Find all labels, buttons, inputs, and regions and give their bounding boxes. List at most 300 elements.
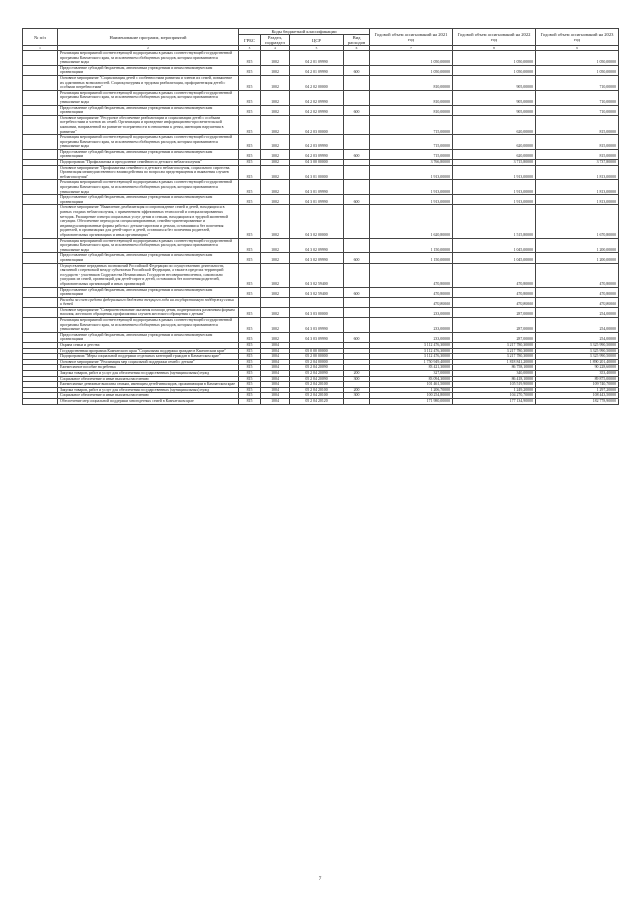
section-cell: 1002 (261, 263, 290, 287)
grbs-cell: 815 (239, 359, 261, 365)
csr-cell: 04 2 02 00000 (290, 75, 344, 90)
table-row (23, 165, 619, 180)
section-cell: 1002 (261, 307, 290, 317)
grbs-cell: 815 (239, 165, 261, 180)
section-cell: 1004 (261, 343, 290, 349)
grbs-cell: 815 (239, 205, 261, 238)
section-cell: 1004 (261, 387, 290, 393)
grbs-cell: 815 (239, 348, 261, 354)
section-cell: 1002 (261, 180, 290, 195)
name-cell: Охрана семьи и детства (58, 343, 239, 349)
table-row (23, 287, 619, 297)
amount-2021-cell: 715,00000 (370, 135, 453, 150)
csr-cell (290, 297, 344, 307)
table-row (23, 382, 619, 388)
grbs-cell: 815 (239, 135, 261, 150)
name-cell: Предоставление субсидий бюджетным, автономным учреждениям и иным некоммерческим организациям (58, 253, 239, 263)
table-row (23, 115, 619, 134)
table-row (23, 359, 619, 365)
amount-2022-cell: 1 913,00000 (453, 165, 536, 180)
name-cell: Основное мероприятие "Социализация детей с особенностями развития и членов их семей, повышение их адаптивных возможностей. Социокультурная и трудовая реабилитация, профориентация детей с особыми потребностями" (58, 75, 239, 90)
csr-cell: 04 2 03 09990 (290, 135, 344, 150)
grbs-cell: 815 (239, 387, 261, 393)
vr-cell: 300 (344, 393, 370, 399)
amount-2022-cell: 620,00000 (453, 115, 536, 134)
amount-2021-cell: 1 050,00000 (370, 65, 453, 75)
name-cell: Предоставление субсидий бюджетным, автономным учреждениям и иным некоммерческим организациям (58, 149, 239, 159)
amount-2023-cell: 1 297,20000 (536, 387, 619, 393)
budget-table (22, 28, 619, 405)
section-cell: 1002 (261, 65, 290, 75)
vr-cell (344, 263, 370, 287)
csr-cell: 04 2 03 09990 (290, 149, 344, 159)
num-cell (23, 65, 58, 75)
amount-2023-cell: 815,00000 (536, 149, 619, 159)
table-row (23, 365, 619, 371)
vr-cell (344, 51, 370, 66)
amount-2023-cell: 1 813,00000 (536, 195, 619, 205)
amount-2022-cell: 3 217 780,30000 (453, 348, 536, 354)
name-cell: Расходы за счет средств федерального бюджета текущего года на государственную поддержку семьи и детей (58, 297, 239, 307)
section-cell: 1002 (261, 318, 290, 333)
amount-2022-cell: 620,00000 (453, 135, 536, 150)
grbs-cell: 815 (239, 180, 261, 195)
vr-cell (344, 90, 370, 105)
header-row-top (23, 29, 619, 35)
grbs-cell: 815 (239, 318, 261, 333)
section-cell: 1004 (261, 365, 290, 371)
csr-cell: 05 0 00 00000 (290, 348, 344, 354)
csr-cell: 04 3 01 09990 (290, 195, 344, 205)
table-row (23, 149, 619, 159)
amount-2023-cell: 3 325 990,50000 (536, 354, 619, 360)
amount-2022-cell: 3 217 780,30000 (453, 343, 536, 349)
grbs-cell: 815 (239, 195, 261, 205)
table-row (23, 105, 619, 115)
grbs-cell: 815 (239, 75, 261, 90)
vr-cell: 600 (344, 253, 370, 263)
vr-cell: 600 (344, 65, 370, 75)
amount-2023-cell: 470,80000 (536, 297, 619, 307)
vr-cell (344, 180, 370, 195)
vr-cell (344, 297, 370, 307)
name-cell: Подпрограмма "Профилактика и преодоление семейного и детского неблагополучия" (58, 160, 239, 166)
section-cell: 1002 (261, 238, 290, 253)
header-grbs: ГРБС (239, 35, 261, 46)
amount-2021-cell: 810,00000 (370, 90, 453, 105)
amount-2021-cell: 1 620,80000 (370, 205, 453, 238)
csr-cell: 05 2 04 20100 (290, 393, 344, 399)
grbs-cell: 815 (239, 287, 261, 297)
name-cell: Предоставление субсидий бюджетным, автономным учреждениям и иным некоммерческим организациям (58, 105, 239, 115)
grbs-cell: 815 (239, 398, 261, 404)
name-cell: Закупка товаров, работ и услуг для обеспечения государственных (муниципальных) нужд (58, 387, 239, 393)
amount-2022-cell: 1 045,00000 (453, 253, 536, 263)
table-row (23, 253, 619, 263)
amount-2021-cell: 1 206,70000 (370, 387, 453, 393)
amount-2022-cell: 620,00000 (453, 149, 536, 159)
amount-2021-cell: 470,80000 (370, 263, 453, 287)
name-cell: Предоставление субсидий бюджетным, автономным учреждениям и иным некоммерческим организациям (58, 65, 239, 75)
vr-cell: 600 (344, 195, 370, 205)
grbs-cell: 815 (239, 51, 261, 66)
col-number: 2 (58, 46, 239, 51)
header-2022: Годовой объем ассигнований на 2022 год (453, 29, 536, 46)
section-cell: 1004 (261, 382, 290, 388)
amount-2022-cell: 1 818 841,20000 (453, 359, 536, 365)
grbs-cell: 815 (239, 238, 261, 253)
amount-2021-cell: 1 150,00000 (370, 253, 453, 263)
csr-cell: 05 2 04 00000 (290, 359, 344, 365)
num-cell (23, 105, 58, 115)
amount-2022-cell: 3 217 780,30000 (453, 354, 536, 360)
header-2021: Годовой объем ассигнований на 2021 год (370, 29, 453, 46)
csr-cell: 04 2 01 09990 (290, 51, 344, 66)
amount-2022-cell: 1 515,80000 (453, 205, 536, 238)
table-row (23, 348, 619, 354)
grbs-cell: 815 (239, 105, 261, 115)
section-cell: 1004 (261, 398, 290, 404)
section-cell: 1002 (261, 115, 290, 134)
name-cell: Социальное обеспечение и иные выплаты населению (58, 393, 239, 399)
amount-2023-cell: 1 200,00000 (536, 253, 619, 263)
num-cell (23, 318, 58, 333)
section-cell: 1002 (261, 160, 290, 166)
csr-cell: 04 3 02 59400 (290, 287, 344, 297)
table-row (23, 205, 619, 238)
amount-2021-cell: 810,00000 (370, 75, 453, 90)
csr-cell: 05 2 04 20090 (290, 376, 344, 382)
amount-2021-cell: 83 094,30000 (370, 376, 453, 382)
table-body (23, 51, 619, 405)
csr-cell: 04 3 03 00000 (290, 307, 344, 317)
amount-2022-cell: 1 050,00000 (453, 51, 536, 66)
amount-2021-cell: 470,80000 (370, 287, 453, 297)
table-row (23, 51, 619, 66)
section-cell: 1002 (261, 287, 290, 297)
vr-cell: 200 (344, 371, 370, 377)
amount-2022-cell: 105 519,90000 (453, 382, 536, 388)
csr-cell: 05 2 04 20100 (290, 382, 344, 388)
csr-cell: 04 3 02 09990 (290, 253, 344, 263)
num-cell (23, 149, 58, 159)
amount-2023-cell: 254,00000 (536, 318, 619, 333)
csr-cell: 05 2 00 00000 (290, 354, 344, 360)
vr-cell (344, 205, 370, 238)
amount-2021-cell: 3 112 476,30000 (370, 343, 453, 349)
csr-cell: 04 3 00 00000 (290, 160, 344, 166)
csr-cell: 04 2 02 09990 (290, 105, 344, 115)
amount-2022-cell: 177 134,90000 (453, 398, 536, 404)
name-cell: Обеспечение мер социальной поддержки многодетных семей в Камчатском крае (58, 398, 239, 404)
name-cell: Основное мероприятие "Профилактика семейного и детского неблагополучия, социального сиротства. Организация межведомственного взаимодействия по вопросам предотвращения и выявления случаев неблагополучия" (58, 165, 239, 180)
table-row (23, 135, 619, 150)
header-section: Раздел, подраздел (261, 35, 290, 46)
amount-2021-cell: 470,80000 (370, 297, 453, 307)
num-cell (23, 205, 58, 238)
header-csr: ЦСР (290, 35, 344, 46)
section-cell: 1002 (261, 165, 290, 180)
amount-2022-cell: 1 913,00000 (453, 195, 536, 205)
amount-2021-cell: 233,00000 (370, 318, 453, 333)
section-cell: 1002 (261, 51, 290, 66)
num-cell (23, 195, 58, 205)
table-row (23, 160, 619, 166)
name-cell: Реализация мероприятий соответствующей подпрограммы в рамках соответствующей государственной программы Камчатского края, за исключением обобщенных расходов, которым присваиваются уникальные коды (58, 318, 239, 333)
table-row (23, 90, 619, 105)
section-cell: 1002 (261, 195, 290, 205)
amount-2022-cell: 3 715,80000 (453, 160, 536, 166)
amount-2023-cell: 254,00000 (536, 307, 619, 317)
section-cell: 1002 (261, 105, 290, 115)
amount-2023-cell: 1 890 201,40000 (536, 359, 619, 365)
name-cell: Реализация мероприятий соответствующей подпрограммы в рамках соответствующей государственной программы Камчатского края, за исключением обобщенных расходов, которым присваиваются уникальные коды (58, 135, 239, 150)
name-cell: Основное мероприятие "Ресурсное обеспечение реабилитации и социализации детей с особыми потребностями и членов их семей. Организация и проведение информационно-просветительской кампании, направленной на развитие толерантности в отношении к детям, имеющим нарушения в развитии" (58, 115, 239, 134)
amount-2021-cell: 3 112 476,30000 (370, 348, 453, 354)
table-row (23, 263, 619, 287)
amount-2021-cell: 810,00000 (370, 105, 453, 115)
amount-2022-cell: 104 270,70000 (453, 393, 536, 399)
csr-cell: 04 3 03 09990 (290, 318, 344, 333)
col-number: 3 (239, 46, 261, 51)
table-row (23, 195, 619, 205)
amount-2022-cell: 905,00000 (453, 105, 536, 115)
section-cell: 1002 (261, 253, 290, 263)
amount-2021-cell: 715,00000 (370, 115, 453, 134)
header-2023: Годовой объем ассигнований на 2023 год (536, 29, 619, 46)
num-cell (23, 398, 58, 404)
grbs-cell: 815 (239, 115, 261, 134)
amount-2023-cell: 1 200,00000 (536, 238, 619, 253)
vr-cell: 600 (344, 105, 370, 115)
vr-cell (344, 398, 370, 404)
col-number: 8 (453, 46, 536, 51)
table-row (23, 297, 619, 307)
table-row (23, 75, 619, 90)
section-cell: 1002 (261, 205, 290, 238)
amount-2023-cell: 89 875,00000 (536, 376, 619, 382)
amount-2022-cell: 470,80000 (453, 263, 536, 287)
table-row (23, 376, 619, 382)
vr-cell (344, 318, 370, 333)
name-cell: Государственная программа Камчатского края "Социальная поддержка граждан в Камчатском крае" (58, 348, 239, 354)
amount-2023-cell: 108 443,50000 (536, 393, 619, 399)
amount-2023-cell: 815,00000 (536, 115, 619, 134)
col-number: 7 (370, 46, 453, 51)
csr-cell: 04 3 02 00000 (290, 205, 344, 238)
name-cell: Основное мероприятие "Реализация мер социальной поддержки семей с детьми" (58, 359, 239, 365)
table-row (23, 332, 619, 342)
amount-2023-cell: 1 813,00000 (536, 180, 619, 195)
name-cell: Основное мероприятие "Совершенствование оказания помощи детям, подвергшимся различным формам насилия, жестокого обращения, профилактика случаев жестокого обращения с детьми" (58, 307, 239, 317)
num-cell (23, 180, 58, 195)
table-row (23, 318, 619, 333)
amount-2022-cell: 340,00000 (453, 371, 536, 377)
csr-cell: 04 2 02 09990 (290, 90, 344, 105)
table-row (23, 65, 619, 75)
amount-2022-cell: 1 913,00000 (453, 180, 536, 195)
grbs-cell: 815 (239, 263, 261, 287)
amount-2023-cell: 90 228,60000 (536, 365, 619, 371)
amount-2022-cell: 287,00000 (453, 332, 536, 342)
csr-cell: 04 3 01 00000 (290, 165, 344, 180)
csr-cell: 04 2 01 09990 (290, 65, 344, 75)
col-number: 4 (261, 46, 290, 51)
vr-cell (344, 238, 370, 253)
col-number: 6 (344, 46, 370, 51)
grbs-cell: 815 (239, 371, 261, 377)
section-cell: 1004 (261, 359, 290, 365)
name-cell: Ежемесячное пособие на ребенка (58, 365, 239, 371)
amount-2023-cell: 254,00000 (536, 332, 619, 342)
name-cell: Предоставление субсидий бюджетным, автономным учреждениям и иным некоммерческим организациям (58, 195, 239, 205)
table-row (23, 387, 619, 393)
amount-2021-cell: 83 421,30000 (370, 365, 453, 371)
csr-cell: 04 3 01 09990 (290, 180, 344, 195)
section-cell: 1004 (261, 371, 290, 377)
vr-cell: 300 (344, 376, 370, 382)
num-cell (23, 287, 58, 297)
amount-2023-cell: 815,00000 (536, 135, 619, 150)
header-name: Наименование программ, мероприятий (58, 29, 239, 46)
amount-2023-cell: 109 740,70000 (536, 382, 619, 388)
amount-2021-cell: 715,00000 (370, 149, 453, 159)
header-num: № п/п (23, 29, 58, 46)
amount-2021-cell: 1 913,00000 (370, 165, 453, 180)
csr-cell: 05 2 04 20090 (290, 371, 344, 377)
amount-2021-cell: 3 766,80000 (370, 160, 453, 166)
num-cell (23, 297, 58, 307)
amount-2021-cell: 233,00000 (370, 307, 453, 317)
amount-2023-cell: 470,80000 (536, 263, 619, 287)
amount-2022-cell: 470,80000 (453, 287, 536, 297)
section-cell: 1004 (261, 354, 290, 360)
vr-cell (344, 75, 370, 90)
amount-2022-cell: 905,00000 (453, 75, 536, 90)
table-row (23, 393, 619, 399)
section-cell: 1002 (261, 90, 290, 105)
amount-2021-cell: 171 980,00000 (370, 398, 453, 404)
table-row (23, 354, 619, 360)
grbs-cell: 815 (239, 393, 261, 399)
amount-2023-cell: 1 670,80000 (536, 205, 619, 238)
num-cell (23, 307, 58, 317)
name-cell: Реализация мероприятий соответствующей подпрограммы в рамках соответствующей государственной программы Камчатского края, за исключением обобщенных расходов, которым присваиваются уникальные коды (58, 90, 239, 105)
vr-cell: 600 (344, 287, 370, 297)
amount-2022-cell: 905,00000 (453, 90, 536, 105)
vr-cell (344, 135, 370, 150)
page-number: 7 (318, 876, 322, 882)
section-cell: 1004 (261, 393, 290, 399)
grbs-cell: 815 (239, 253, 261, 263)
grbs-cell: 815 (239, 65, 261, 75)
num-cell (23, 332, 58, 342)
grbs-cell: 815 (239, 307, 261, 317)
amount-2022-cell: 287,00000 (453, 307, 536, 317)
vr-cell (344, 165, 370, 180)
amount-2022-cell: 470,80000 (453, 297, 536, 307)
table-row (23, 180, 619, 195)
num-cell (23, 115, 58, 134)
name-cell: Реализация мероприятий соответствующей подпрограммы в рамках соответствующей государственной программы Камчатского края, за исключением обобщенных расходов, которым присваиваются уникальные коды (58, 180, 239, 195)
grbs-cell: 815 (239, 332, 261, 342)
num-cell (23, 90, 58, 105)
csr-cell: 04 3 02 59400 (290, 263, 344, 287)
amount-2022-cell: 86 418,10000 (453, 376, 536, 382)
amount-2022-cell: 1 050,00000 (453, 65, 536, 75)
amount-2021-cell: 100 254,80000 (370, 393, 453, 399)
table-row (23, 307, 619, 317)
table-row (23, 398, 619, 404)
amount-2021-cell: 1 050,00000 (370, 51, 453, 66)
amount-2021-cell: 3 112 476,30000 (370, 354, 453, 360)
grbs-cell: 815 (239, 160, 261, 166)
section-cell: 1002 (261, 332, 290, 342)
amount-2023-cell: 1 050,00000 (536, 51, 619, 66)
csr-cell: 05 2 04 20120 (290, 398, 344, 404)
grbs-cell: 815 (239, 365, 261, 371)
amount-2023-cell: 3 325 990,50000 (536, 348, 619, 354)
name-cell: Подпрограмма "Меры социальной поддержки отдельных категорий граждан в Камчатском крае" (58, 354, 239, 360)
section-cell (261, 297, 290, 307)
name-cell: Предоставление субсидий бюджетным, автономным учреждениям и иным некоммерческим организациям (58, 287, 239, 297)
amount-2023-cell: 3 737,80000 (536, 160, 619, 166)
num-cell (23, 263, 58, 287)
amount-2021-cell: 101 461,50000 (370, 382, 453, 388)
amount-2021-cell: 1 750 949,40000 (370, 359, 453, 365)
csr-cell: 05 2 04 20100 (290, 387, 344, 393)
csr-cell: 04 3 02 09990 (290, 238, 344, 253)
table-row (23, 371, 619, 377)
amount-2021-cell: 1 150,00000 (370, 238, 453, 253)
csr-cell: 05 2 04 20090 (290, 365, 344, 371)
section-cell: 1002 (261, 75, 290, 90)
col-number: 1 (23, 46, 58, 51)
amount-2022-cell: 1 249,20000 (453, 387, 536, 393)
amount-2023-cell: 353,40000 (536, 371, 619, 377)
section-cell: 1002 (261, 149, 290, 159)
name-cell: Основное мероприятие "Выявление, реабилитация и сопровождение семей и детей, находящихся в разных стадиях неблагополучия, с применением эффективных технологий и специализированных методик. Расширение спектра социальных услуг детям и семьям, находящимся в трудной жизненной ситуации. Обеспечение перехода на специализированные, семейно-ориентированные и индивидуализированные формы работы с детьми-сиротами и детьми, оставшимися без попечения родителей, в организациях для детей-сирот и детей, оставшихся без попечения родителей, образовательных организациях и иных организациях" (58, 205, 239, 238)
amount-2023-cell: 710,00000 (536, 90, 619, 105)
csr-cell: 04 2 03 00000 (290, 115, 344, 134)
num-cell (23, 75, 58, 90)
amount-2021-cell: 1 913,00000 (370, 195, 453, 205)
grbs-cell: 815 (239, 382, 261, 388)
vr-cell: 600 (344, 149, 370, 159)
name-cell: Закупка товаров, работ и услуг для обеспечения государственных (муниципальных) нужд (58, 371, 239, 377)
amount-2023-cell: 182 778,90000 (536, 398, 619, 404)
amount-2023-cell: 3 325 990,50000 (536, 343, 619, 349)
amount-2021-cell: 233,00000 (370, 332, 453, 342)
grbs-cell: 815 (239, 90, 261, 105)
name-cell: Реализация мероприятий соответствующей подпрограммы в рамках соответствующей государственной программы Камчатского края, за исключением обобщенных расходов, которым присваиваются уникальные коды (58, 238, 239, 253)
col-number: 5 (290, 46, 344, 51)
table-row (23, 238, 619, 253)
grbs-cell: 815 (239, 354, 261, 360)
section-cell: 1004 (261, 348, 290, 354)
name-cell: Социальное обеспечение и иные выплаты населению (58, 376, 239, 382)
amount-2023-cell: 710,00000 (536, 105, 619, 115)
grbs-cell: 815 (239, 376, 261, 382)
vr-cell (344, 115, 370, 134)
name-cell: Ежемесячные денежные выплаты семьям, имеющим детей-инвалидов, проживающим в Камчатском крае (58, 382, 239, 388)
num-cell (23, 51, 58, 66)
grbs-cell: 815 (239, 343, 261, 349)
amount-2023-cell: 1 050,00000 (536, 65, 619, 75)
amount-2022-cell: 1 045,00000 (453, 238, 536, 253)
grbs-cell (239, 297, 261, 307)
name-cell: Осуществление переданных полномочий Российской Федерации по осуществлению деятельности, связанной с перевозкой между субъектами Российской Федерации, а также в пределах территорий государств - участников Содружества Независимых Государств несовершеннолетних, самовольно ушедших из семей, организаций для детей-сирот и детей, оставшихся без попечения родителей, образовательных организаций и иных организаций (58, 263, 239, 287)
